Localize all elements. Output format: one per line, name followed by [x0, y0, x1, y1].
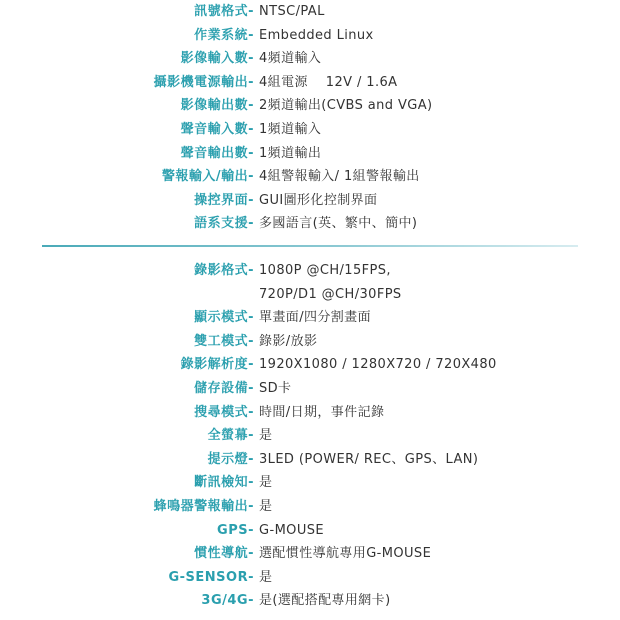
spec-value-line: 4頻道輸入	[259, 51, 322, 67]
spec-value	[259, 189, 377, 213]
section-divider	[42, 245, 578, 247]
spec-value	[259, 377, 291, 401]
spec-value	[259, 165, 420, 189]
spec-value	[259, 24, 374, 48]
spec-label: 提示燈-	[207, 451, 254, 467]
spec-value	[259, 212, 417, 236]
spec-value	[259, 47, 321, 71]
spec-value-line: 單畫面/四分割畫面	[259, 310, 371, 326]
spec-row	[0, 589, 620, 613]
spec-value-line: G-MOUSE	[259, 522, 324, 538]
spec-value	[259, 353, 497, 377]
spec-value-line: 多國語言(英、繁中、簡中)	[259, 216, 418, 232]
spec-row	[0, 495, 620, 519]
spec-row	[0, 212, 620, 236]
spec-row	[0, 401, 620, 425]
spec-value	[259, 71, 397, 95]
spec-label: 搜尋模式-	[194, 404, 254, 420]
spec-row	[0, 306, 620, 330]
spec-value-line: 1頻道輸入	[259, 121, 322, 137]
spec-label: 錄影解析度-	[180, 357, 254, 373]
spec-value-line: 1頻道輸出	[259, 145, 322, 161]
spec-value-line: 2頻道輸出(CVBS and VGA)	[259, 98, 433, 114]
spec-value	[259, 306, 371, 330]
spec-row	[0, 24, 620, 48]
spec-label: G-SENSOR-	[168, 569, 254, 585]
spec-row	[0, 377, 620, 401]
spec-label: 影像輸出數-	[180, 98, 254, 114]
spec-label: 蜂鳴器警報輸出-	[153, 498, 254, 514]
spec-value	[259, 519, 324, 543]
spec-row	[0, 189, 620, 213]
spec-value-line: Embedded Linux	[259, 27, 374, 43]
spec-row	[0, 71, 620, 95]
spec-row	[0, 0, 620, 24]
spec-value-line: 是	[259, 475, 273, 491]
spec-value-line: 是(選配搭配專用網卡)	[259, 593, 391, 609]
spec-value	[259, 424, 272, 448]
spec-row	[0, 330, 620, 354]
spec-row	[0, 118, 620, 142]
spec-row	[0, 94, 620, 118]
spec-label: 警報輸入/輸出-	[161, 169, 254, 185]
spec-value	[259, 118, 321, 142]
spec-row	[0, 259, 620, 306]
spec-label: 3G/4G-	[201, 593, 254, 609]
spec-value-line: 是	[259, 498, 273, 514]
spec-row	[0, 424, 620, 448]
spec-label: 作業系統-	[194, 27, 254, 43]
spec-row	[0, 448, 620, 472]
spec-label: 操控界面-	[194, 192, 254, 208]
spec-label: 攝影機電源輸出-	[153, 74, 254, 90]
spec-row	[0, 47, 620, 71]
spec-value	[259, 542, 431, 566]
spec-label: 儲存設備-	[194, 380, 254, 396]
spec-value-line: 選配慣性導航專用G-MOUSE	[259, 546, 432, 562]
spec-value-line: 1080P @CH/15FPS,	[259, 263, 391, 278]
spec-label: 訊號格式-	[194, 4, 254, 19]
spec-row	[0, 566, 620, 590]
spec-label: 影像輸入數-	[180, 51, 254, 67]
spec-value	[259, 495, 272, 519]
spec-row	[0, 142, 620, 166]
spec-value	[259, 401, 384, 425]
spec-row	[0, 165, 620, 189]
spec-label: 錄影格式-	[194, 263, 254, 278]
spec-value-line: 1920X1080 / 1280X720 / 720X480	[259, 357, 497, 373]
spec-label: 慣性導航-	[194, 546, 254, 562]
spec-value-line: 4組警報輸入/ 1組警報輸出	[259, 169, 420, 185]
spec-value	[259, 330, 317, 354]
spec-value-line: GUI圖形化控制界面	[259, 192, 378, 208]
spec-value-line: 錄影/放影	[259, 333, 318, 349]
spec-value	[259, 142, 321, 166]
spec-label: 聲音輸出數-	[180, 145, 254, 161]
spec-value-line: 是	[259, 428, 273, 444]
spec-label: 斷訊檢知-	[194, 475, 254, 491]
spec-value-line: 時間/日期，事件記錄	[259, 404, 385, 420]
spec-value	[259, 259, 402, 306]
spec-row	[0, 519, 620, 543]
spec-value	[259, 566, 272, 590]
spec-value-line: 是	[259, 569, 273, 585]
spec-value	[259, 448, 478, 472]
spec-label: 雙工模式-	[194, 333, 254, 349]
spec-value-line: 720P/D1 @CH/30FPS	[259, 286, 402, 302]
spec-row	[0, 542, 620, 566]
spec-label: 聲音輸入數-	[180, 121, 254, 137]
spec-value	[259, 94, 433, 118]
spec-section-recording	[0, 259, 620, 613]
spec-row	[0, 471, 620, 495]
spec-label: GPS-	[217, 522, 254, 538]
spec-row	[0, 353, 620, 377]
spec-value	[259, 589, 391, 613]
spec-label: 語系支援-	[194, 216, 254, 232]
spec-value-line: SD卡	[259, 380, 292, 396]
spec-label: 顯示模式-	[194, 310, 254, 326]
spec-value	[259, 471, 272, 495]
spec-value-line: 4組電源 12V / 1.6A	[259, 74, 398, 90]
spec-value-line: NTSC/PAL	[259, 4, 325, 19]
spec-value	[259, 0, 325, 24]
spec-label: 全螢幕-	[207, 428, 254, 444]
spec-section-system	[0, 0, 620, 236]
spec-value-line: 3LED (POWER/ REC、GPS、LAN)	[259, 451, 479, 467]
